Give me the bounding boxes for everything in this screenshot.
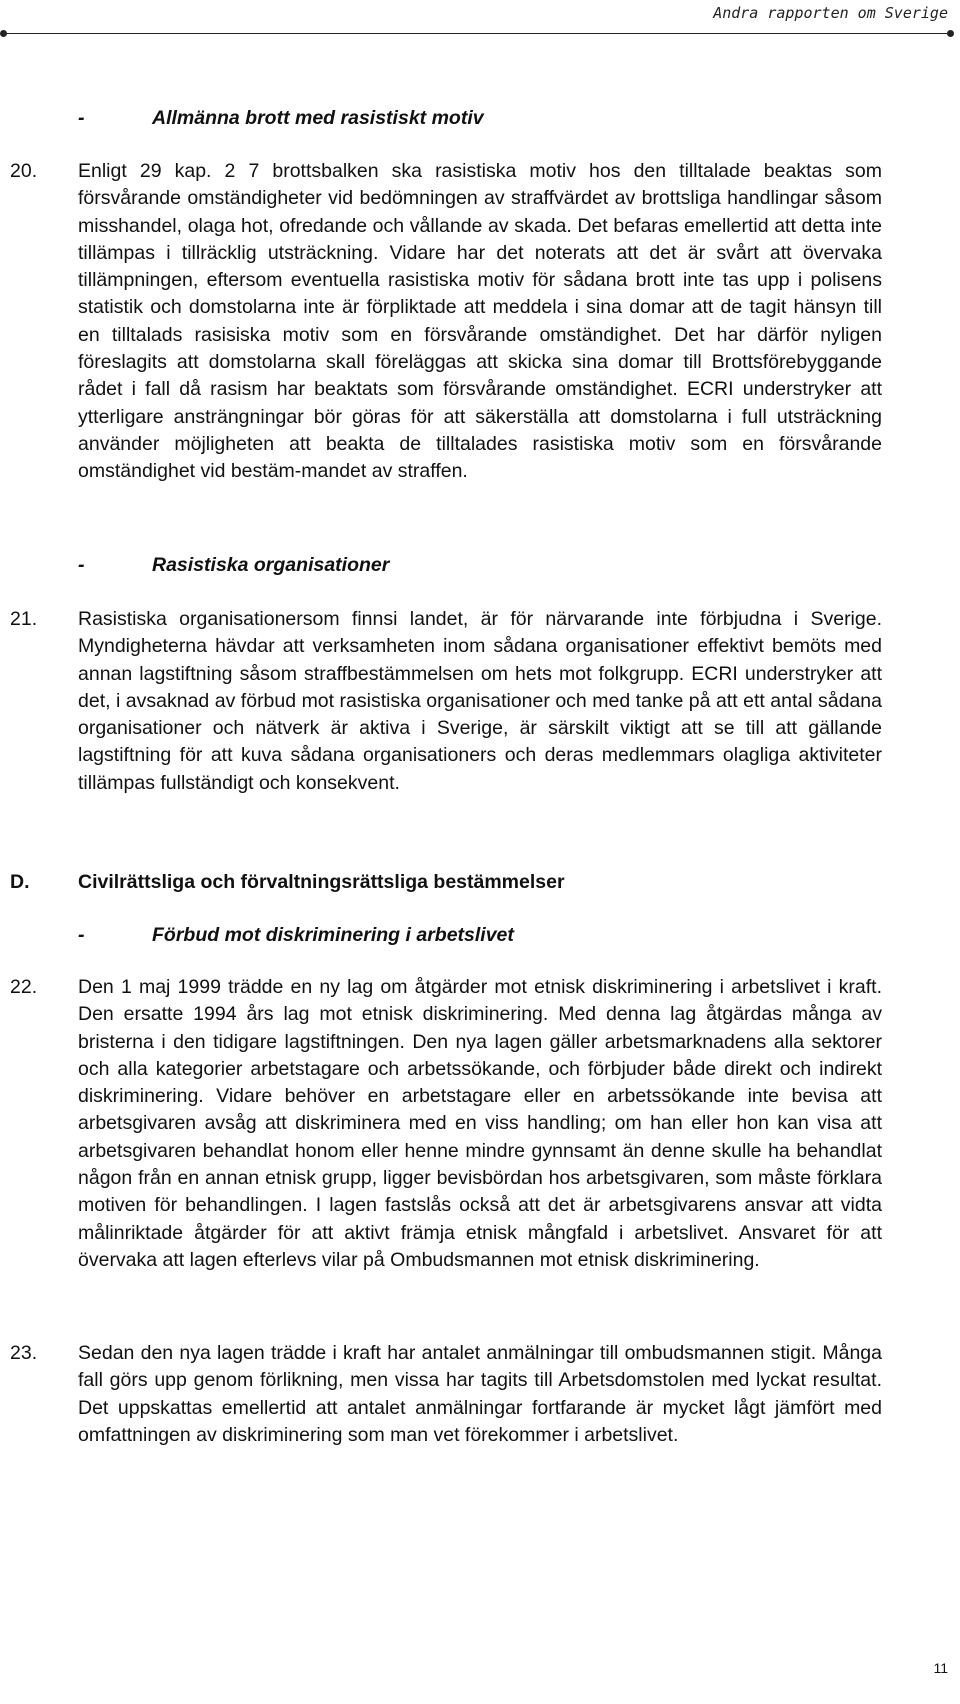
- paragraph-text: Den 1 maj 1999 trädde en ny lag om åtgärder mot etnisk diskriminering i arbetslivet i kraft. Den ersatte 1994 års lag mot etnisk diskriminering. Med denna lag åtgärdas många av bristerna i den tidigare lagstiftningen. Den nya lagen gäller arbetsmarknadens alla sektorer och alla kategorier arbetstagare och arbetssökande, och förbjuder både direkt och indirekt diskriminering. Vidare behöver en arbetstagare eller en arbetssökande inte bevisa att arbetsgivaren avsåg att diskriminera med en viss handling; om han eller hon kan visa att arbetsgivaren behandlat honom eller henne mindre gynnsamt än denne skulle ha behandlat någon från en annan etnisk grupp, ligger bevisbördan hos arbetsgivaren, som måste förklara motiven för behandlingen. I lagen fastslås också att det är arbetsgivarens ansvar att vidta målinriktade åtgärder för att aktivt främja etnisk mångfald i arbetslivet. Ansvaret för att övervaka att lagen efterlevs vilar på Ombudsmannen mot etnisk diskriminering.: [78, 976, 882, 1271]
- subheading-rasistiska-organisationer: [78, 554, 389, 577]
- paragraph-21: [10, 606, 882, 797]
- paragraph-number: 20.: [10, 160, 38, 182]
- section-title: Civilrättsliga och förvaltningsrättsliga bestämmelser: [78, 871, 565, 893]
- subheading-title: Allmänna brott med rasistiskt motiv: [152, 107, 484, 129]
- subheading-title: Rasistiska organisationer: [152, 554, 390, 576]
- paragraph-text: Enligt 29 kap. 2 7 brottsbalken ska rasistiska motiv hos den tilltalade beaktas som försvårande omständigheter vid bedömningen av straffvärdet av brottsliga handlingar såsom misshandel, olaga hot, ofredande och vållande av skada. Det befaras emellertid att detta inte tillämpas i tillräcklig utsträckning. Vidare har det noterats att det är svårt att övervaka tillämpningen, eftersom eventuella rasistiska motiv för sådana brott inte tas upp i polisens statistik och domstolarna inte är förpliktade att meddela i sina domar att de tagit hänsyn till en tilltalads rasisiska motiv som en försvårande omständighet. Det har därför nyligen föreslagits att domstolarna skall föreläggas att skicka sina domar till Brottsförebyggande rådet i fall då rasism har beaktats som försvårande omständighet. ECRI understryker att ytterligare ansträngningar bör göras för att säkerställa att domstolarna i full utsträckning använder möjligheten att beakta de tilltalades rasistiska motiv som en försvårande omständighet vid bestäm-mandet av straffen.: [78, 160, 882, 483]
- paragraph-22: [10, 974, 882, 1274]
- paragraph-number: 21.: [10, 608, 38, 630]
- paragraph-text: Sedan den nya lagen trädde i kraft har antalet anmälningar till ombudsmannen stigit. Många fall görs upp genom förlikning, men vissa har tagits till Arbetsdomstolen med lyckat resultat. Det uppskattas emellertid att antalet anmälningar fortfarande är mycket lågt jämfört med omfattningen av diskriminering som man vet förekommer i arbetslivet.: [78, 1342, 882, 1446]
- subheading-allmanna-brott: [78, 107, 484, 130]
- paragraph-20: [10, 158, 882, 486]
- subheading-title: Förbud mot diskriminering i arbetslivet: [152, 924, 514, 946]
- page-number: 11: [933, 1660, 948, 1676]
- subheading-dash: -: [78, 554, 85, 576]
- paragraph-text: Rasistiska organisationersom finnsi landet, är för närvarande inte förbjudna i Sverige. Myndigheterna hävdar att verksamheten inom sådana organisationer effektivt bemöts med annan lagstiftning såsom straffbestämmelsen om hets mot folkgrupp. ECRI understryker att det, i avsaknad av förbud mot rasistiska organisationer och med tanke på att ett antal sådana organisationer och nätverk är aktiva i Sverige, är särskilt viktigt att se till att gällande lagstiftning för att kuva sådana organisationers och deras medlemmars olagliga aktiviteter tillämpas fullständigt och konsekvent.: [78, 608, 882, 794]
- running-header-title: Andra rapporten om Sverige: [713, 4, 948, 22]
- header-rule: [4, 33, 950, 34]
- paragraph-number: 23.: [10, 1342, 38, 1364]
- subheading-dash: -: [78, 924, 85, 946]
- paragraph-23: [10, 1340, 882, 1449]
- header-rule-dot-right: [947, 30, 954, 37]
- section-letter: D.: [10, 871, 30, 893]
- subheading-dash: -: [78, 107, 85, 129]
- section-heading-d: [10, 871, 565, 894]
- paragraph-number: 22.: [10, 976, 38, 998]
- subheading-forbud-diskriminering: [78, 924, 514, 947]
- page-header: [0, 0, 960, 40]
